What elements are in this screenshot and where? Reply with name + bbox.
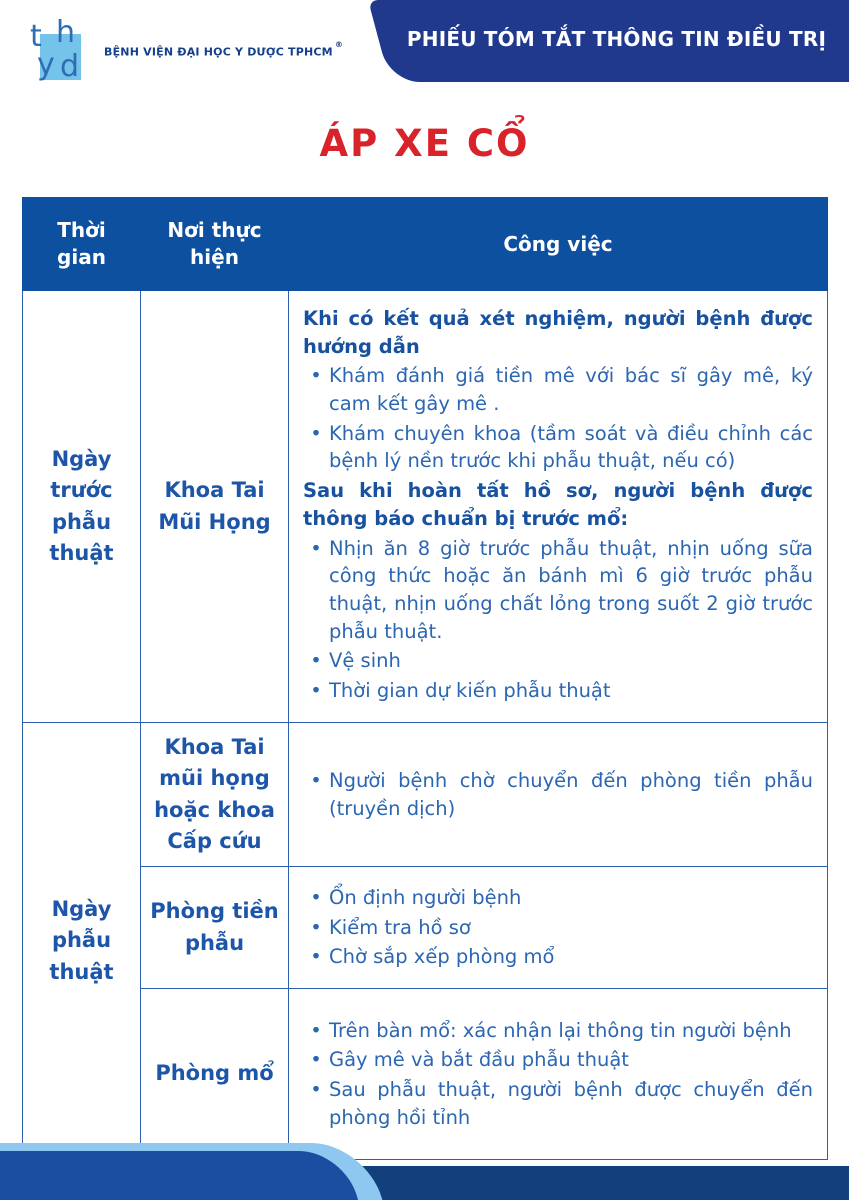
table-row: [23, 291, 828, 723]
place-label: Khoa Tai Mũi Họng: [158, 478, 271, 534]
task-heading: Khi có kết quả xét nghiệm, người bệnh được hướng dẫn: [303, 307, 813, 358]
place-label: Phòng tiền phẫu: [150, 899, 279, 955]
logo-letter-h: h: [56, 15, 76, 50]
place-cell: [141, 291, 289, 723]
tasks-cell: [289, 291, 828, 723]
task-text: Thời gian dự kiến phẫu thuật: [329, 678, 611, 702]
place-label: Khoa Tai mũi họng hoặc khoa Cấp cứu: [154, 734, 275, 853]
tasks-cell: [289, 989, 828, 1160]
task-item: [303, 884, 813, 912]
hospital-logo: [30, 15, 102, 110]
place-cell: [141, 989, 289, 1160]
bullet-dot: •: [310, 536, 322, 560]
task-text: Gây mê và bắt đầu phẫu thuật: [329, 1048, 629, 1072]
task-item: [303, 1046, 813, 1074]
bullet-dot: •: [310, 1048, 322, 1072]
table-row: [23, 989, 828, 1160]
task-text: Ổn định người bệnh: [329, 885, 522, 909]
tasks-cell: [289, 723, 828, 867]
task-item: [303, 943, 813, 971]
place-label: Phòng mổ: [155, 1061, 274, 1086]
time-label: Ngày trước phẫu thuật: [49, 446, 114, 565]
task-text: Kiểm tra hồ sơ: [329, 915, 471, 939]
table-header: [23, 198, 828, 291]
tasks-cell: [289, 867, 828, 989]
task-text: Vệ sinh: [329, 649, 401, 673]
bullet-dot: •: [310, 768, 322, 792]
task-item: [303, 1076, 813, 1131]
task-item: [303, 420, 813, 475]
place-cell: [141, 723, 289, 867]
task-text: Người bệnh chờ chuyển đến phòng tiền phẫu (truyền dịch): [329, 768, 813, 820]
bullet-dot: •: [310, 945, 322, 969]
treatment-schedule-table: [22, 197, 828, 1160]
registered-mark: ®: [334, 40, 344, 49]
task-heading: Sau khi hoàn tất hồ sơ, người bệnh được thông báo chuẩn bị trước mổ:: [303, 479, 813, 530]
bullet-dot: •: [310, 1078, 322, 1101]
col-header-time: Thời gian: [23, 198, 141, 291]
task-item: [303, 677, 813, 705]
page-title: ÁP XE CỔ: [319, 122, 530, 165]
bullet-dot: •: [310, 649, 322, 673]
table-row: [23, 723, 828, 867]
bullet-dot: •: [310, 421, 322, 445]
banner-title: PHIẾU TÓM TẮT THÔNG TIN ĐIỀU TRỊ: [406, 27, 827, 51]
task-item: [303, 535, 813, 646]
hospital-name: [104, 40, 344, 59]
logo-letter-t: t: [30, 19, 42, 54]
footer-tab: [0, 1151, 366, 1200]
task-text: Sau phẫu thuật, người bệnh được chuyển đến phòng hồi tỉnh: [329, 1078, 813, 1129]
task-item: [303, 1017, 813, 1045]
task-item: [303, 647, 813, 675]
table-row: [23, 867, 828, 989]
logo-letter-d: d: [60, 49, 80, 84]
logo-letter-y: y: [37, 47, 55, 82]
task-item: [303, 767, 813, 822]
bullet-dot: •: [310, 915, 322, 939]
table-body: [23, 291, 828, 1160]
bullet-dot: •: [310, 1018, 322, 1042]
hospital-name-text: BỆNH VIỆN ĐẠI HỌC Y DƯỢC TPHCM: [104, 45, 333, 59]
bullet-dot: •: [310, 678, 322, 702]
col-header-place: Nơi thực hiện: [141, 198, 289, 291]
task-text: Khám chuyên khoa (tầm soát và điều chỉnh các bệnh lý nền trước khi phẫu thuật, nếu có): [329, 421, 813, 473]
task-text: Chờ sắp xếp phòng mổ: [329, 945, 555, 969]
col-header-tasks: Công việc: [289, 198, 828, 291]
time-cell: [23, 723, 141, 1160]
task-text: Nhịn ăn 8 giờ trước phẫu thuật, nhịn uống sữa công thức hoặc ăn bánh mì 6 giờ trước phẫu thuật, nhịn uống chất lỏng trong suốt 2 giờ trước phẫu thuật.: [329, 536, 813, 643]
task-text: Trên bàn mổ: xác nhận lại thông tin người bệnh: [329, 1018, 792, 1042]
task-item: [303, 362, 813, 417]
time-label: Ngày phẫu thuật: [49, 896, 114, 984]
bullet-dot: •: [310, 364, 322, 388]
task-item: [303, 914, 813, 942]
bullet-dot: •: [310, 885, 322, 909]
time-cell: [23, 291, 141, 723]
place-cell: [141, 867, 289, 989]
task-text: Khám đánh giá tiền mê với bác sĩ gây mê, ký cam kết gây mê .: [329, 364, 813, 416]
